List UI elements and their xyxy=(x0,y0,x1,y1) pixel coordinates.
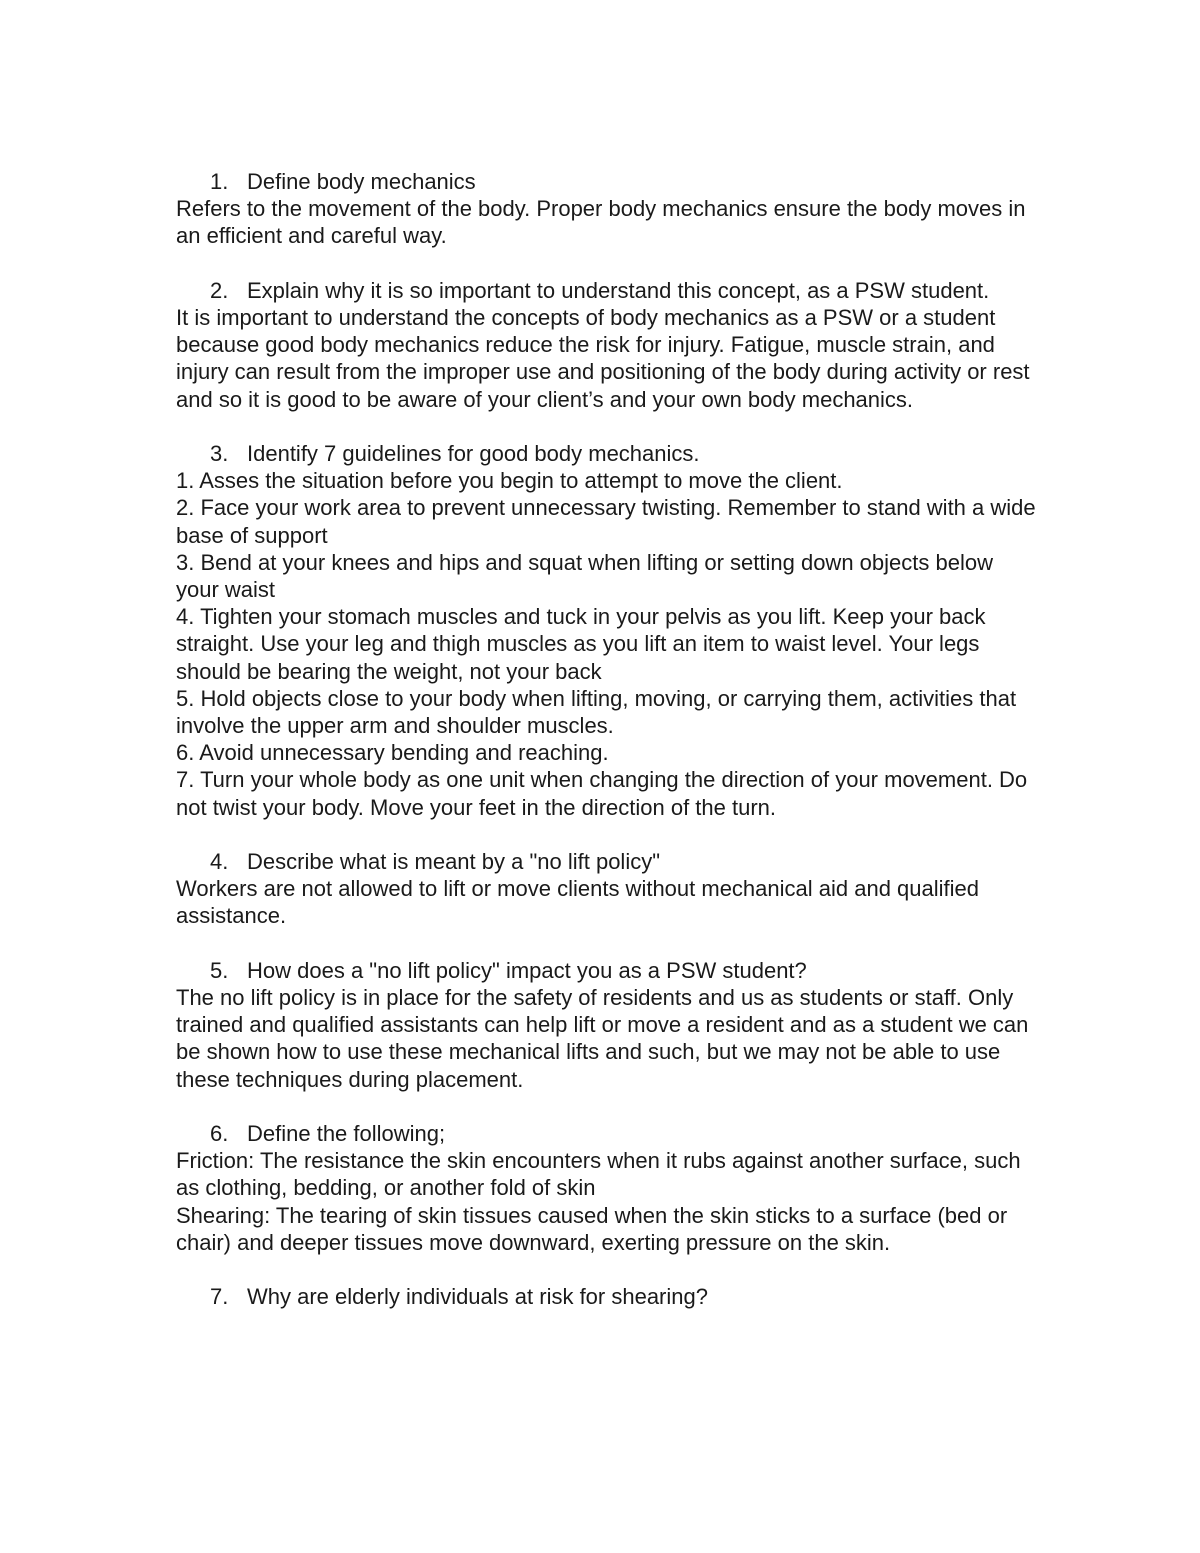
guideline-item: 7. Turn your whole body as one unit when changing the direction of your movement. Do not twist your body. Move your feet in the direction of the turn. xyxy=(176,767,1028,820)
guideline-item: 3. Bend at your knees and hips and squat when lifting or setting down objects below your waist xyxy=(176,549,993,603)
question-number: 3. xyxy=(210,441,229,466)
question-4 xyxy=(176,848,1036,875)
guideline-item: 2. Face your work area to prevent unnecessary twisting. Remember to stand with a wide base of support xyxy=(176,495,1036,548)
question-text: Explain why it is so important to understand this concept, as a PSW student. xyxy=(247,277,990,303)
question-number: 5. xyxy=(210,957,229,983)
guideline-item: 4. Tighten your stomach muscles and tuck in your pelvis as you lift. Keep your back straight. Use your leg and thigh muscles as you lift an item to waist level. Your legs should be bearing the weight, not your back xyxy=(176,604,986,684)
question-number: 2. xyxy=(210,277,229,303)
guideline-item: 6. Avoid unnecessary bending and reaching. xyxy=(176,740,609,766)
question-text: Define body mechanics xyxy=(247,169,476,194)
question-2 xyxy=(176,277,1036,304)
question-number: 6. xyxy=(210,1121,229,1147)
guideline-item: 1. Asses the situation before you begin to attempt to move the client. xyxy=(176,468,843,494)
question-3 xyxy=(176,440,1036,467)
question-text: Describe what is meant by a "no lift policy" xyxy=(247,849,661,875)
question-text: Define the following; xyxy=(247,1121,446,1147)
question-number: 4. xyxy=(210,849,229,875)
answer-paragraph: The no lift policy is in place for the safety of residents and us as students or staff. Only trained and qualified assistants can help lift or move a resident and as a student we can be shown how to use these mechanical lifts and such, but we may not be able to use these techniques during placement. xyxy=(176,985,1029,1092)
question-number: 7. xyxy=(210,1284,229,1310)
question-text: Why are elderly individuals at risk for shearing? xyxy=(247,1284,708,1310)
answer-paragraph: It is important to understand the concepts of body mechanics as a PSW or a student because good body mechanics reduce the risk for injury. Fatigue, muscle strain, and injury can result from the improper use and positioning of the body during activity or rest and so it is good to be aware of your client’s and your own body mechanics. xyxy=(176,305,1030,412)
guideline-item: 5. Hold objects close to your body when lifting, moving, or carrying them, activities that involve the upper arm and shoulder muscles. xyxy=(176,685,1017,739)
question-text: Identify 7 guidelines for good body mechanics. xyxy=(247,441,700,466)
question-5 xyxy=(176,957,1036,984)
question-7 xyxy=(176,1283,1036,1310)
question-number: 1. xyxy=(210,169,229,194)
question-1 xyxy=(176,168,1036,195)
question-text: How does a "no lift policy" impact you as a PSW student? xyxy=(247,957,807,983)
question-6 xyxy=(176,1120,1036,1147)
definition-shearing: Shearing: The tearing of skin tissues caused when the skin sticks to a surface (bed or chair) and deeper tissues move downward, exerting pressure on the skin. xyxy=(176,1202,1008,1255)
answer-paragraph: Refers to the movement of the body. Proper body mechanics ensure the body moves in an efficient and careful way. xyxy=(176,196,1026,249)
document-body xyxy=(176,168,1036,1310)
definition-friction: Friction: The resistance the skin encounters when it rubs against another surface, such as clothing, bedding, or another fold of skin xyxy=(176,1148,1021,1201)
answer-paragraph: Workers are not allowed to lift or move clients without mechanical aid and qualified assistance. xyxy=(176,876,979,929)
